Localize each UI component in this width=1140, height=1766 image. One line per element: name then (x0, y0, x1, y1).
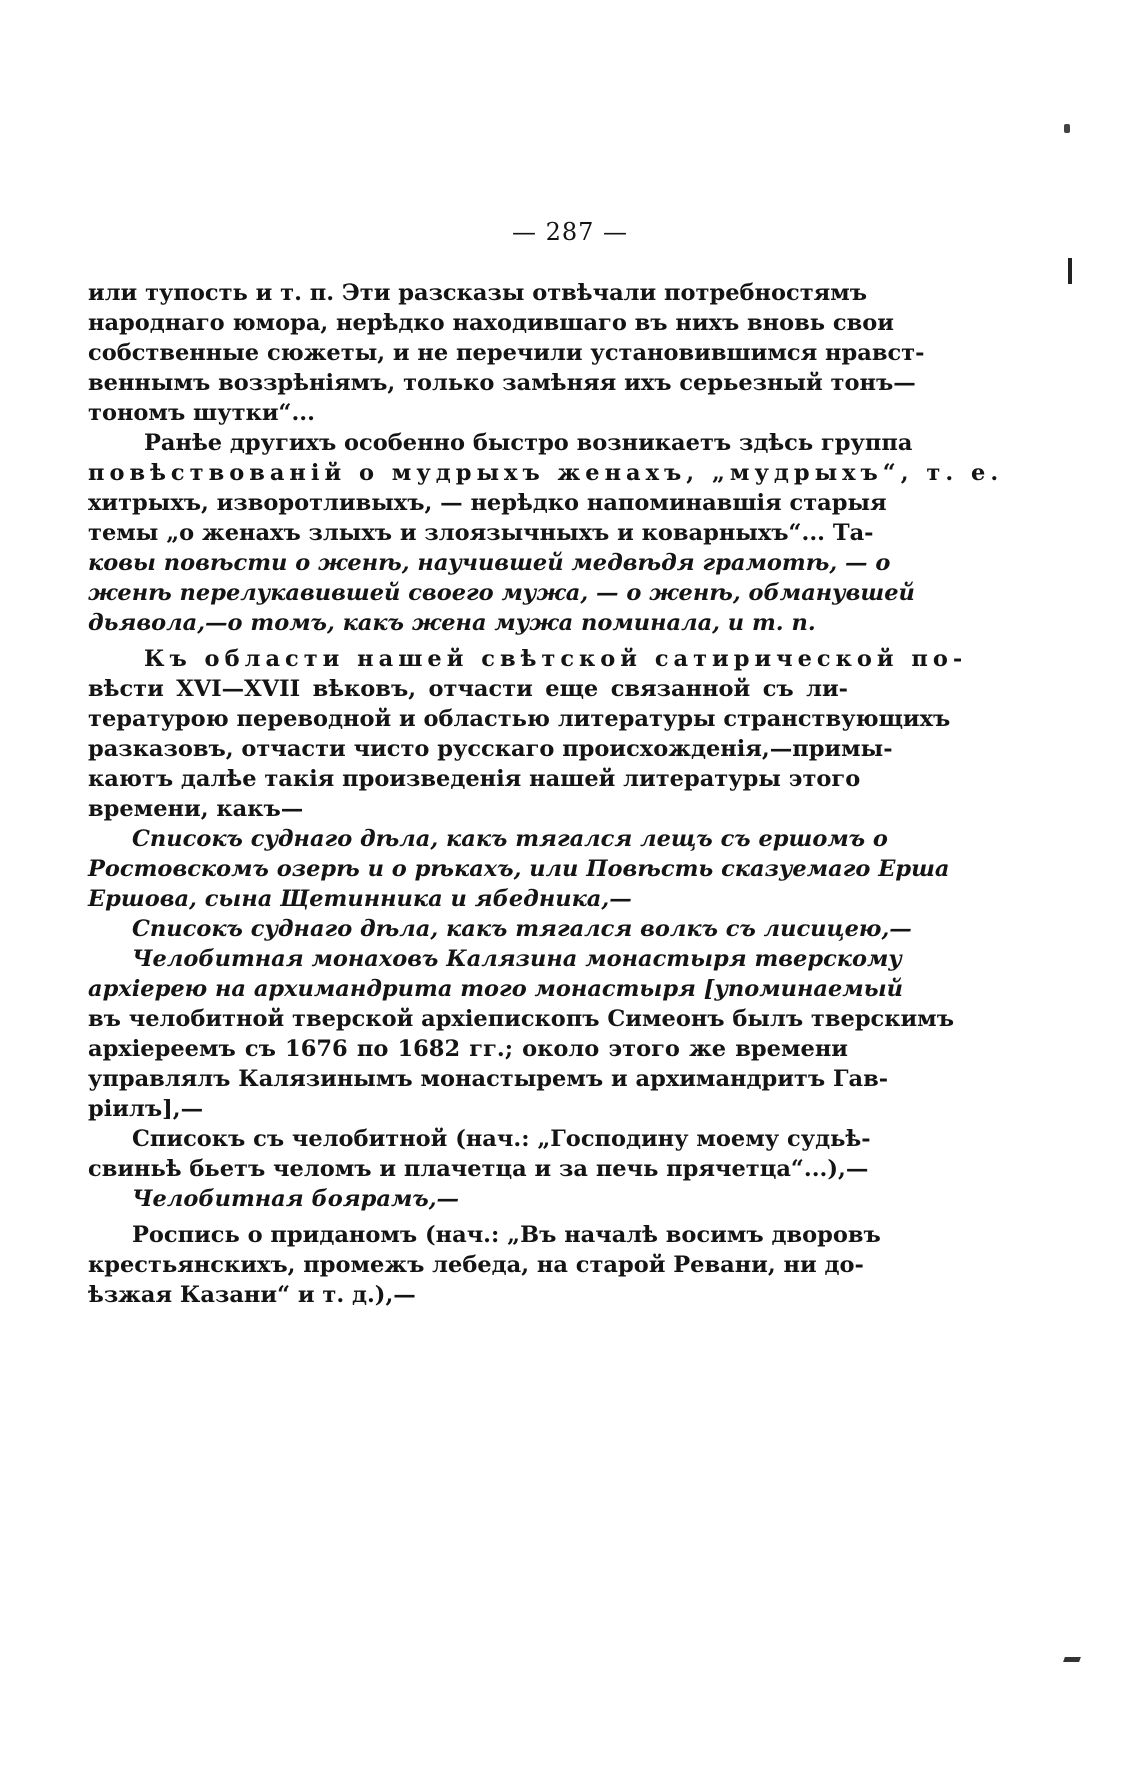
text-line: народнаго юмора, нерѣдко находившаго въ нихъ вновь свои (88, 310, 894, 336)
text-line: Ростовскомъ озерѣ и о рѣкахъ, или Повѣсть сказуемаго Ерша (88, 856, 950, 882)
text-line: или тупость и т. п. Эти разсказы отвѣчали потребностямъ (88, 280, 868, 306)
text-line: свиньѣ бьетъ челомъ и плачетца и за печь прячетца“...),— (88, 1156, 869, 1182)
text-line: Челобитная монаховъ Калязина монастыря тверскому (132, 946, 902, 972)
text-line: Роспись о приданомъ (нач.: „Въ началѣ восимъ дворовъ (132, 1222, 881, 1248)
margin-speck (1064, 124, 1070, 133)
text-line: собственные сюжеты, и не перечили установившимся нравст- (88, 340, 925, 366)
page-number: — 287 — (511, 218, 629, 246)
text-line: Ершова, сына Щетинника и ябедника,— (88, 886, 632, 912)
text-line: Къ области нашей свѣтской сатирической по- (144, 646, 968, 672)
text-line: каютъ далѣе такія произведенія нашей литературы этого (88, 766, 861, 792)
text-line: разказовъ, отчасти чисто русскаго происхожденія,—примы- (88, 736, 893, 762)
text-line: тономъ шутки“... (88, 400, 315, 426)
text-line: тературою переводной и областью литературы странствующихъ (88, 706, 951, 732)
text-line: Списокъ съ челобитной (нач.: „Господину моему судьѣ- (132, 1126, 871, 1152)
text-line: Списокъ суднаго дѣла, какъ тягался волкъ съ лисицею,— (132, 916, 912, 942)
text-line: управлялъ Калязинымъ монастыремъ и архимандритъ Гав- (88, 1066, 889, 1092)
text-line: времени, какъ— (88, 796, 304, 822)
text-line: повѣствованій о мудрыхъ женахъ, „мудрыхъ“, т. е. (88, 460, 1004, 486)
text-line: веннымъ воззрѣніямъ, только замѣняя ихъ серьезный тонъ— (88, 370, 916, 396)
text-line: крестьянскихъ, промежъ лебеда, на старой Ревани, ни до- (88, 1252, 864, 1278)
text-line: женѣ перелукавившей своего мужа, — о женѣ, обманувшей (88, 580, 915, 606)
body-text (88, 278, 1004, 1310)
text-line: ковы повѣсти о женѣ, научившей медвѣдя грамотѣ, — о (88, 550, 891, 576)
text-line: темы „о женахъ злыхъ и злоязычныхъ и коварныхъ“... Та- (88, 520, 874, 546)
text-line: въ челобитной тверской архіепископъ Симеонъ былъ тверскимъ (88, 1006, 954, 1032)
text-line: Ранѣе другихъ особенно быстро возникаетъ здѣсь группа (144, 430, 913, 456)
text-line: архіереемъ съ 1676 по 1682 гг.; около этого же времени (88, 1036, 848, 1062)
text-line: Списокъ суднаго дѣла, какъ тягался лещъ съ ершомъ о (132, 826, 888, 852)
text-line: ріилъ],— (88, 1096, 204, 1122)
text-line: вѣсти XVI—XVII вѣковъ, отчасти еще связанной съ ли- (88, 676, 848, 702)
text-line: архіерею на архимандрита того монастыря [упоминаемый (88, 976, 903, 1002)
margin-dash (1063, 1657, 1081, 1662)
text-line: Челобитная боярамъ,— (132, 1186, 460, 1212)
text-line: дьявола,—о томъ, какъ жена мужа поминала, и т. п. (88, 610, 816, 636)
text-line: ѣзжая Казани“ и т. д.),— (88, 1282, 416, 1308)
text-line: хитрыхъ, изворотливыхъ, — нерѣдко напоминавшія старыя (88, 490, 887, 516)
margin-bar (1068, 258, 1072, 284)
